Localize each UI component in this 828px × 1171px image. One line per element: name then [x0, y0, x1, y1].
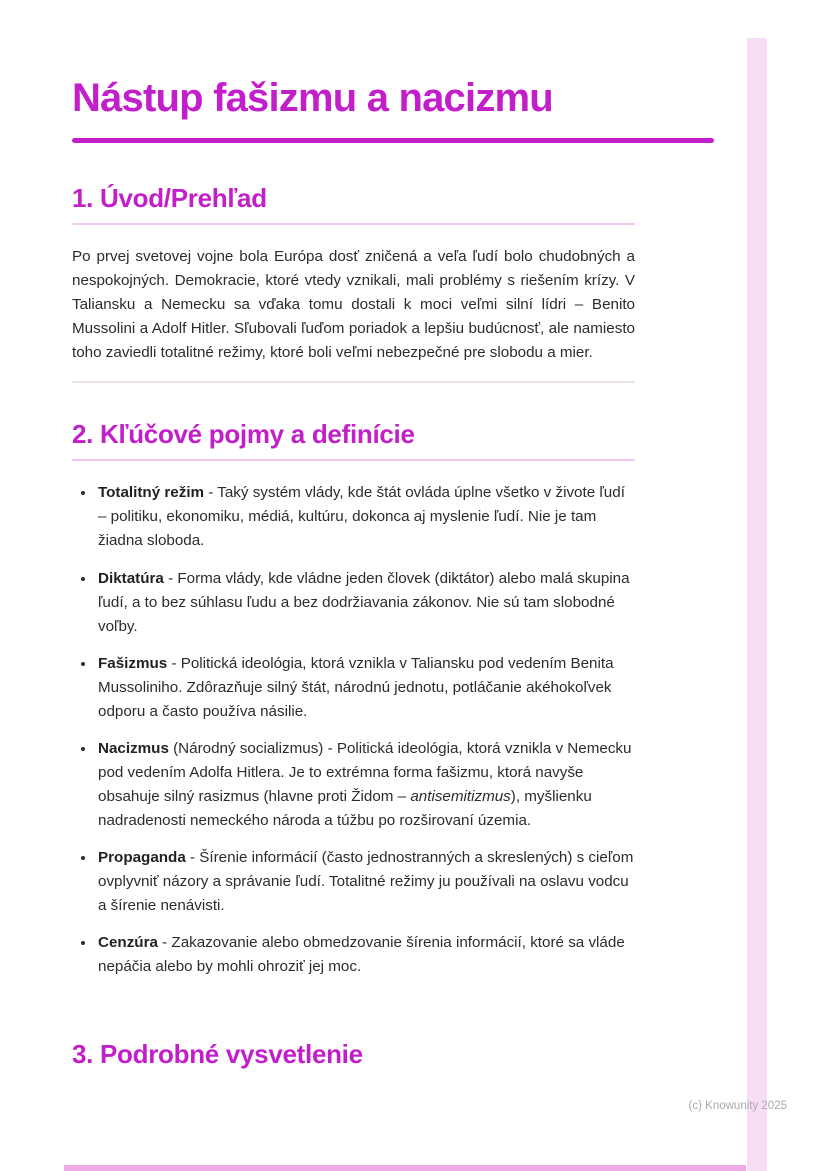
intro-paragraph: Po prvej svetovej vojne bola Európa dosť zničená a veľa ľudí bolo chudobných a nespokojných. Demokracie, ktoré vtedy vznikali, mali problémy s riešením krízy. V Taliansku a Nemecku sa vďaka tomu dostali k moci veľmi silní lídri – Benito Mussolini a Adolf Hitler. Sľubovali ľuďom poriadok a lepšiu budúcnosť, ale namiesto toho zaviedli totalitné režimy, ktoré boli veľmi nebezpečné pre slobodu a mier. [72, 248, 635, 362]
term-definition-continued: ), myšlienku nadradenosti nemeckého národa a túžbu po rozširovaní územia. [98, 787, 592, 829]
list-item [96, 931, 635, 979]
section-1-underline [72, 223, 635, 225]
term-label: Cenzúra [98, 933, 158, 951]
term-definition: - Zakazovanie alebo obmedzovanie šírenia informácií, ktoré sa vláde nepáčia alebo by mohli ohroziť jej moc. [98, 933, 625, 975]
list-item [96, 846, 635, 918]
term-definition: - Taký systém vlády, kde štát ovláda úplne všetko v živote ľudí – politiku, ekonomiku, médiá, kultúru, dokonca aj myslenie ľudí. Nie je tam žiadna sloboda. [98, 484, 625, 550]
term-label: Nacizmus [98, 739, 169, 757]
term-label: Totalitný režim [98, 484, 205, 502]
definitions-list [72, 481, 635, 978]
term-label: Fašizmus [98, 654, 168, 672]
term-label: Diktatúra [98, 569, 164, 587]
term-definition: - Forma vlády, kde vládne jeden človek (diktátor) alebo malá skupina ľudí, a to bez súhlasu ľudu a bez dodržiavania zákonov. Nie sú tam slobodné voľby. [98, 569, 630, 635]
watermark: (c) Knowunity 2025 [688, 1100, 787, 1112]
section-2-underline [72, 459, 635, 461]
term-definition: (Národný socializmus) - Politická ideológia, ktorá vznikla v Nemecku pod vedením Adolfa Hitlera. Je to extrémna forma fašizmu, ktorá navyše obsahuje silný rasizmus (hlavne proti Židom – [98, 739, 632, 805]
section-divider [72, 381, 635, 383]
side-accent-bar [747, 38, 767, 1171]
section-2-heading: 2. Kľúčové pojmy a definície [72, 419, 415, 450]
term-label: Propaganda [98, 848, 186, 866]
section-1-heading: 1. Úvod/Prehľad [72, 183, 267, 213]
list-item [96, 567, 635, 639]
bottom-accent-bar [64, 1165, 746, 1171]
title-underline [72, 138, 714, 143]
page-title: Nástup fašizmu a nacizmu [72, 76, 553, 120]
term-definition: - Politická ideológia, ktorá vznikla v Taliansku pod vedením Benita Mussoliniho. Zdôrazňuje silný štát, národnú jednotu, potláčanie akéhokoľvek odporu a často používa násilie. [98, 654, 614, 720]
list-item [96, 652, 635, 724]
list-item [96, 481, 635, 553]
term-definition-italic: antisemitizmus [410, 787, 511, 805]
section-3-heading: 3. Podrobné vysvetlenie [72, 1038, 363, 1069]
list-item [96, 737, 635, 833]
term-definition: - Šírenie informácií (často jednostranných a skreslených) s cieľom ovplyvniť názory a správanie ľudí. Totalitné režimy ju používali na oslavu vodcu a šírenie nenávisti. [98, 848, 634, 914]
